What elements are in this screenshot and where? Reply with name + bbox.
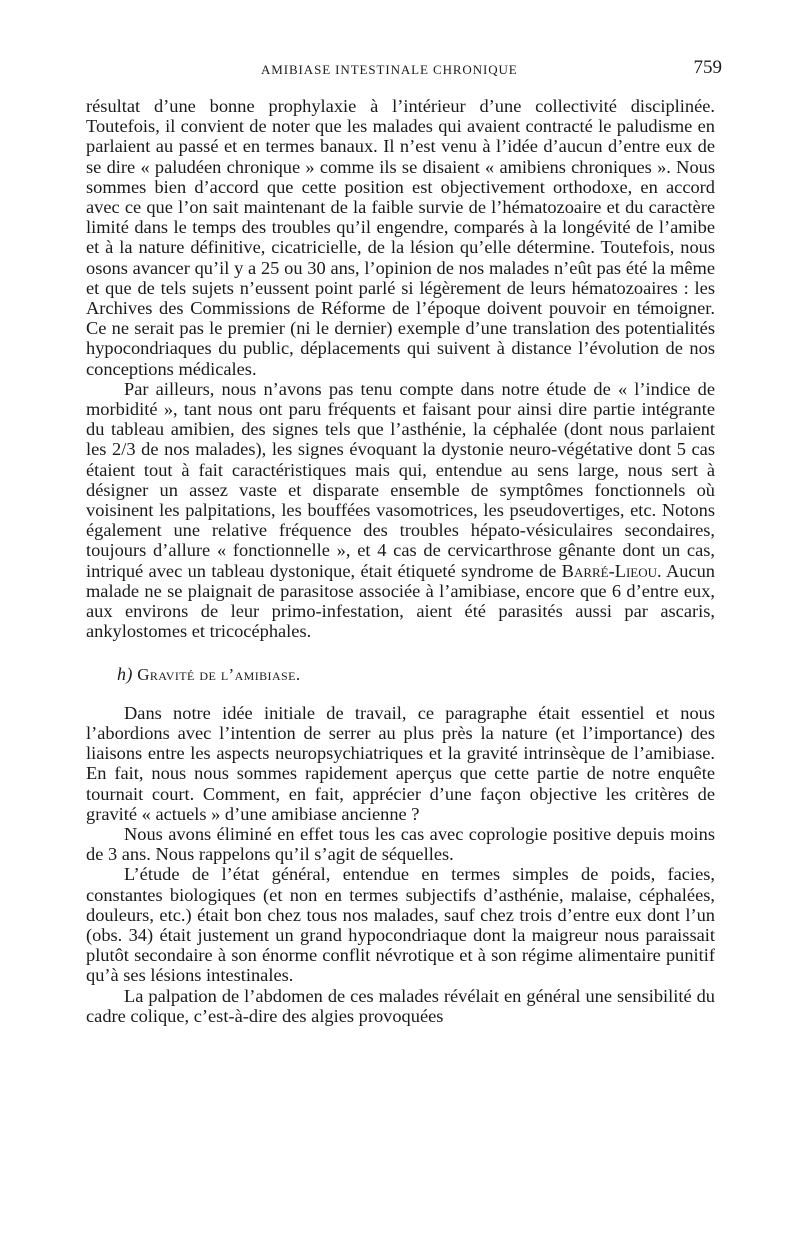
paragraph-morbidity-text-end: . Aucun malade ne se plaignait de parasitose associée à l’amibiase, encore que 6 d’entre eux, aux environs de leur primo-infestation, aient été parasités aussi par ascaris, ankylostomes et tricocéphales.	[86, 560, 715, 642]
running-title: AMIBIASE INTESTINALE CHRONIQUE	[261, 62, 518, 77]
paragraph-continued: résultat d’une bonne prophylaxie à l’intérieur d’une collectivité disciplinée. Toutefois, il convient de noter que les malades qui avaient contracté le paludisme en parlaient au passé et en termes banaux. Il n’est venu à l’idée d’aucun d’entre eux de se dire « paludéen chronique » comme ils se disaient « amibiens chroniques ». Nous sommes bien d’accord que cette position est objectivement orthodoxe, en accord avec ce que l’on sait maintenant de la faible survie de l’hématozoaire et du caractère limité dans le temps des troubles qu’il engendre, comparés à la longévité de l’amibe et à la nature définitive, cicatricielle, de la lésion qu’elle détermine. Toutefois, nous osons avancer qu’il y a 25 ou 30 ans, l’opinion de nos malades n’eût pas été la même et que de tels sujets n’eussent point parlé si légèrement de leurs hématozoaires : les Archives des Commissions de Réforme de l’époque doivent pouvoir en témoigner. Ce ne serait pas le premier (ni le dernier) exemple d’une translation des potentialités hypocondriaques du public, déplacements qui suivent à distance l’évolution de nos conceptions médicales.	[86, 96, 715, 379]
page-header	[86, 57, 722, 84]
paragraph-morbidity-text: Par ailleurs, nous n’avons pas tenu compte dans notre étude de « l’indice de morbidité », tant nous ont paru fréquents et faisant pour ainsi dire partie intégrante du tableau amibien, des signes tels que l’asthénie, la céphalée (dont nous parlaient les 2/3 de nos malades), les signes évoquant la dystonie neuro-végétative dont 5 cas étaient tout à fait caractéristiques mais qui, entendue au sens large, nous sert à désigner un assez vaste et disparate ensemble de symptômes fonctionnels où voisinent les palpitations, les bouffées vasomotrices, les pseudovertiges, etc. Notons également une relative fréquence des troubles hépato-vésiculaires secondaires, toujours d’allure « fonctionnelle », et 4 cas de cervicarthrose gênante dont un cas, intriqué avec un tableau dystonique, était étiqueté syndrome de	[86, 378, 715, 581]
body-text	[86, 96, 715, 1026]
eponym-barre-lieou: Barré-Lieou	[561, 560, 658, 581]
page-number: 759	[693, 57, 722, 78]
paragraph-morbidity	[86, 379, 715, 642]
paragraph-elimination: Nous avons éliminé en effet tous les cas avec coprologie positive depuis moins de 3 ans. Nous rappelons qu’il s’agit de séquelles.	[86, 823, 715, 865]
paragraph-gravity-intro: Dans notre idée initiale de travail, ce paragraphe était essentiel et nous l’abordions avec l’intention de serrer au plus près la nature (et l’importance) des liaisons entre les aspects neuropsychiatriques et la gravité intrinsèque de l’amibiase. En fait, nous nous sommes rapidement aperçus que cette partie de notre enquête tournait court. Comment, en fait, apprécier d’une façon objective les critères de gravité « actuels » d’une amibiase ancienne ?	[86, 702, 715, 824]
section-title: Gravité de l’amibiase.	[137, 665, 301, 685]
section-letter: h)	[117, 664, 133, 685]
paragraph-palpation: La palpation de l’abdomen de ces malades révélait en général une sensibilité du cadre colique, c’est-à-dire des algies provoquées	[86, 985, 715, 1026]
paragraph-general-state: L’étude de l’état général, entendue en termes simples de poids, facies, constantes biologiques (et non en termes subjectifs d’asthénie, malaise, céphalées, douleurs, etc.) était bon chez tous nos malades, sauf chez trois d’entre eux dont l’un (obs. 34) était justement un grand hypocondriaque dont la maigreur nous paraissait plutôt secondaire à son énorme conflit névrotique et à son régime alimentaire punitif qu’à ses lésions intestinales.	[86, 864, 715, 986]
section-heading	[117, 664, 715, 686]
